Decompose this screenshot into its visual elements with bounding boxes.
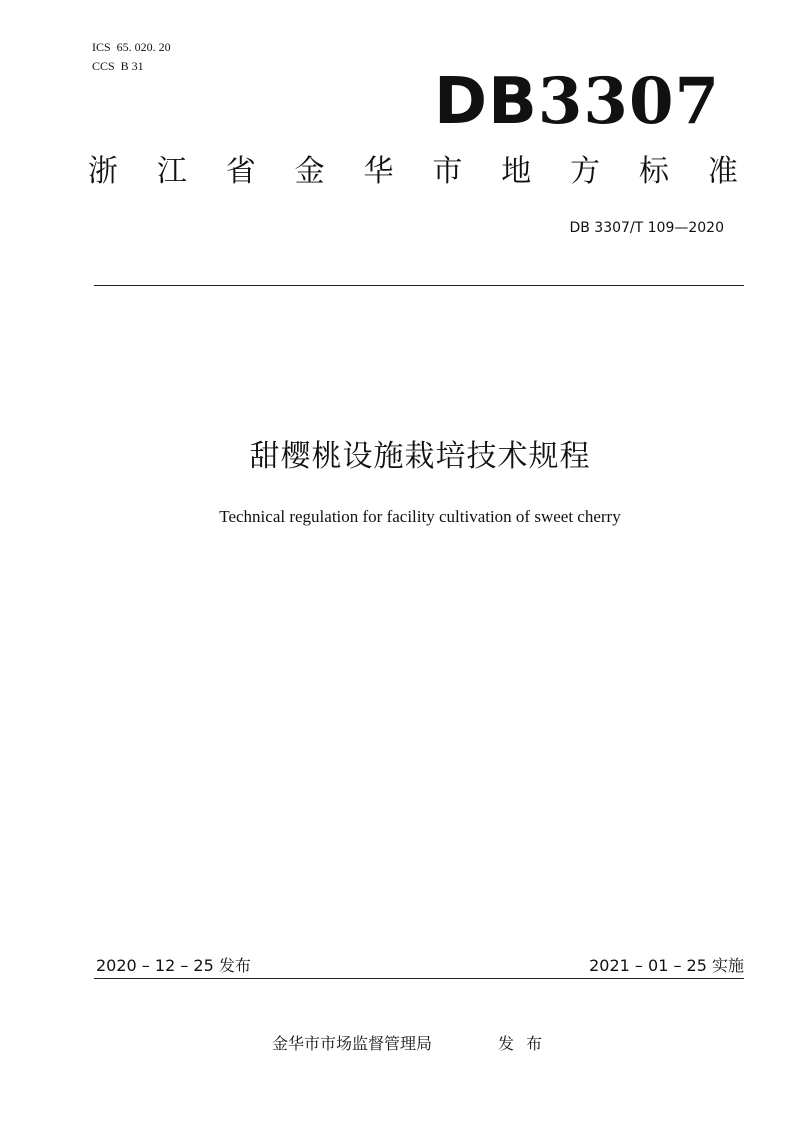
standard-number: DB 3307/T 109—2020 bbox=[569, 220, 724, 236]
ics-code: ICS 65. 020. 20 bbox=[92, 40, 171, 54]
title-char: 华 bbox=[363, 154, 394, 189]
title-char: 金 bbox=[294, 154, 325, 189]
issue-date: 2020 – 12 – 25 发布 bbox=[96, 956, 251, 975]
document-title-english: Technical regulation for facility cultivation of sweet cherry bbox=[219, 507, 621, 526]
title-char: 浙 bbox=[88, 154, 118, 189]
publish-label: 发布 bbox=[498, 1034, 555, 1053]
title-char: 省 bbox=[225, 154, 256, 189]
title-char: 市 bbox=[432, 154, 463, 189]
title-char: 标 bbox=[639, 154, 669, 189]
document-title-chinese: 甜樱桃设施栽培技术规程 bbox=[249, 439, 591, 474]
title-char: 方 bbox=[570, 154, 601, 189]
title-char: 地 bbox=[501, 154, 532, 189]
db-prefix: DB bbox=[433, 65, 538, 139]
db-code-logo bbox=[434, 64, 720, 140]
db-number: 3307 bbox=[537, 64, 720, 139]
ccs-code: CCS B 31 bbox=[92, 59, 144, 73]
publisher-name: 金华市市场监督管理局 bbox=[272, 1034, 433, 1053]
title-char: 准 bbox=[707, 154, 738, 189]
title-char: 江 bbox=[156, 154, 187, 189]
standard-type-title bbox=[88, 150, 738, 194]
implementation-date: 2021 – 01 – 25 实施 bbox=[589, 956, 744, 975]
bottom-divider bbox=[94, 978, 744, 979]
top-divider bbox=[94, 285, 744, 286]
